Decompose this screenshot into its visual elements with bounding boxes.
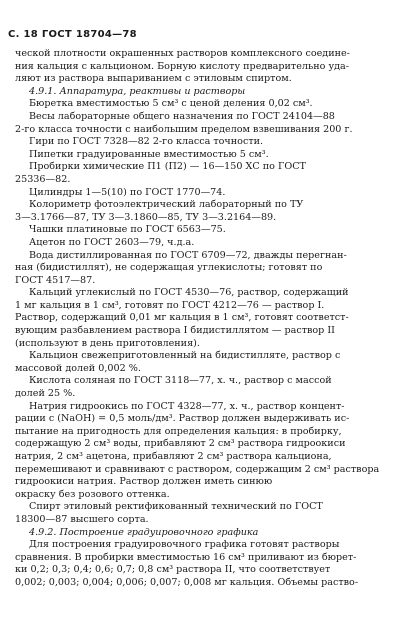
document-body: [15, 48, 410, 590]
text-line: содержащую 2 см³ воды, прибавляют 2 см³ раствора гидроокиси: [15, 438, 346, 450]
text-line: 0,002; 0,003; 0,004; 0,006; 0,007; 0,008 мг кальция. Объемы раство-: [15, 576, 359, 588]
text-line: Колориметр фотоэлектрический лабораторный по ТУ: [29, 199, 304, 211]
text-line: Чашки платиновые по ГОСТ 6563—75.: [29, 224, 226, 236]
text-line: натрия, 2 см³ ацетона, прибавляют 2 см³ раствора кальциона,: [15, 451, 332, 462]
text-line: ки 0,2; 0,3; 0,4; 0,6; 0,7; 0,8 см³ раствора II, что соответствует: [15, 564, 331, 576]
text-line: Раствор, содержащий 0,01 мг кальция в 1 см³, готовят соответст-: [15, 312, 349, 324]
text-line: перемешивают и сравнивают с раствором, содержащим 2 см³ раствора: [15, 463, 380, 475]
text-line: долей 25 %.: [15, 388, 76, 400]
text-line: Бюретка вместимостью 5 см³ с ценой деления 0,02 см³.: [29, 98, 313, 110]
text-line: Пипетки градуированные вместимостью 5 см³.: [29, 148, 269, 160]
text-line: сравнения. В пробирки вместимостью 16 см³ приливают из бюрет-: [15, 551, 357, 563]
section-heading: 4.9.1. Аппаратура, реактивы и растворы: [29, 85, 246, 97]
page-header: С. 18 ГОСТ 18704—78: [8, 29, 137, 40]
text-line: Цилиндры 1—5(10) по ГОСТ 1770—74.: [29, 186, 226, 198]
text-line: массовой долей 0,002 %.: [15, 362, 141, 374]
text-line: рации с (NaOH) = 0,5 моль/дм³. Раствор должен выдерживать ис-: [15, 413, 350, 425]
text-line: ГОСТ 4517—87.: [15, 274, 96, 286]
text-line: 2-го класса точности с наибольшим пределом взвешивания 200 г.: [15, 123, 353, 135]
text-line: окраску без розового оттенка.: [15, 488, 170, 500]
text-line: 3—3.1766—87, ТУ 3—3.1860—85, ТУ 3—3.2164—89.: [15, 211, 277, 223]
text-line: Гири по ГОСТ 7328—82 2-го класса точности.: [29, 136, 264, 148]
text-line: Кальцион свежеприготовленный на бидистилляте, раствор с: [29, 350, 341, 362]
section-heading: 4.9.2. Построение градуировочного графика: [29, 526, 259, 538]
text-line: (используют в день приготовления).: [15, 337, 200, 349]
text-line: Натрия гидроокись по ГОСТ 4328—77, х. ч., раствор концент-: [29, 400, 345, 412]
text-line: ляют из раствора выпариванием с этиловым спиртом.: [15, 73, 292, 85]
text-line: пытание на пригодность для определения кальция: в пробирку,: [15, 425, 342, 437]
text-line: Вода дистиллированная по ГОСТ 6709—72, дважды перегнан-: [29, 249, 347, 261]
text-line: Для построения градуировочного графика готовят растворы: [29, 539, 340, 551]
text-line: ния кальция с кальционом. Борную кислоту предварительно уда-: [15, 60, 349, 72]
text-line: Кислота соляная по ГОСТ 3118—77, х. ч., раствор с массой: [29, 375, 332, 387]
text-line: Спирт этиловый ректификованный технический по ГОСТ: [29, 501, 323, 513]
text-line: 18300—87 высшего сорта.: [15, 513, 149, 525]
text-line: ная (бидистиллят), не содержащая углекислоты; готовят по: [15, 262, 323, 274]
text-line: 1 мг кальция в 1 см³, готовят по ГОСТ 4212—76 — раствор I.: [15, 299, 325, 311]
text-line: 25336—82.: [15, 173, 71, 185]
text-line: Ацетон по ГОСТ 2603—79, ч.д.а.: [29, 236, 195, 248]
text-line: ческой плотности окрашенных растворов комплексного соедине-: [15, 48, 350, 59]
text-line: вующим разбавлением раствора I бидистиллятом — раствор II: [15, 325, 335, 337]
text-line: гидроокиси натрия. Раствор должен иметь синюю: [15, 476, 273, 488]
text-line: Весы лабораторные общего назначения по ГОСТ 24104—88: [29, 110, 335, 122]
text-line: Пробирки химические П1 (П2) — 16—150 ХС по ГОСТ: [29, 161, 306, 173]
text-line: Кальций углекислый по ГОСТ 4530—76, раствор, содержащий: [29, 287, 349, 299]
